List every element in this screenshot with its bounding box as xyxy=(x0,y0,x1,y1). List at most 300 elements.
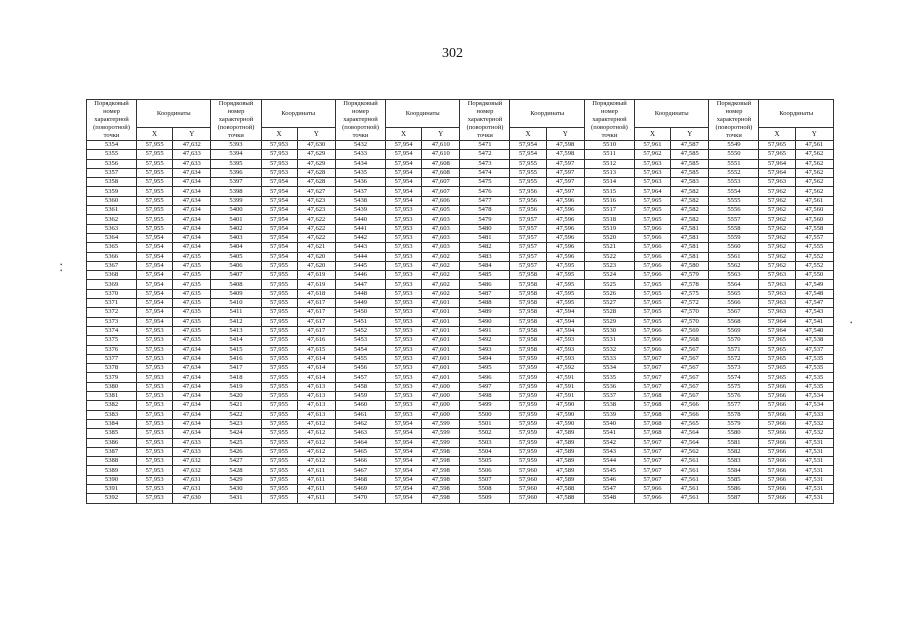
point-number: 5518 xyxy=(584,215,634,224)
x-value: 57,962 xyxy=(759,206,795,215)
y-value: 47,597 xyxy=(546,187,584,196)
point-number: 5516 xyxy=(584,196,634,205)
point-number-header: Порядковый номер характерной (поворотной) точки xyxy=(460,100,510,141)
y-value: 47,634 xyxy=(173,233,211,242)
y-value: 47,631 xyxy=(173,475,211,484)
y-value: 47,552 xyxy=(795,261,833,270)
table-row xyxy=(87,475,834,484)
x-value: 57,953 xyxy=(386,345,422,354)
point-number: 5398 xyxy=(211,187,261,196)
y-value: 47,550 xyxy=(795,271,833,280)
x-value: 57,954 xyxy=(261,252,297,261)
y-value: 47,635 xyxy=(173,280,211,289)
x-value: 57,953 xyxy=(386,299,422,308)
point-number: 5449 xyxy=(335,299,385,308)
x-header: X xyxy=(137,128,173,141)
x-value: 57,962 xyxy=(759,252,795,261)
table-row xyxy=(87,206,834,215)
x-value: 57,954 xyxy=(510,150,546,159)
point-number: 5539 xyxy=(584,410,634,419)
point-number: 5396 xyxy=(211,168,261,177)
x-value: 57,958 xyxy=(510,299,546,308)
point-number: 5409 xyxy=(211,289,261,298)
x-value: 57,954 xyxy=(386,187,422,196)
x-value: 57,965 xyxy=(759,141,795,150)
point-number: 5478 xyxy=(460,206,510,215)
x-value: 57,954 xyxy=(386,429,422,438)
point-number: 5497 xyxy=(460,382,510,391)
x-value: 57,954 xyxy=(386,159,422,168)
y-header: Y xyxy=(422,128,460,141)
x-value: 57,955 xyxy=(510,159,546,168)
y-value: 47,617 xyxy=(297,308,335,317)
y-value: 47,612 xyxy=(297,429,335,438)
x-value: 57,963 xyxy=(759,178,795,187)
x-value: 57,957 xyxy=(510,233,546,242)
y-value: 47,611 xyxy=(297,484,335,493)
table-row xyxy=(87,243,834,252)
x-value: 57,966 xyxy=(634,233,670,242)
x-value: 57,967 xyxy=(634,475,670,484)
x-value: 57,953 xyxy=(137,364,173,373)
point-number: 5481 xyxy=(460,233,510,242)
x-value: 57,968 xyxy=(634,410,670,419)
y-value: 47,591 xyxy=(546,373,584,382)
x-value: 57,959 xyxy=(510,364,546,373)
y-value: 47,602 xyxy=(422,271,460,280)
x-value: 57,966 xyxy=(759,484,795,493)
y-value: 47,610 xyxy=(422,141,460,150)
y-value: 47,600 xyxy=(422,410,460,419)
y-value: 47,575 xyxy=(671,289,709,298)
point-number: 5416 xyxy=(211,354,261,363)
point-number: 5482 xyxy=(460,243,510,252)
point-number: 5383 xyxy=(87,410,137,419)
y-value: 47,619 xyxy=(297,271,335,280)
y-value: 47,562 xyxy=(795,168,833,177)
x-value: 57,953 xyxy=(137,475,173,484)
y-value: 47,593 xyxy=(546,354,584,363)
y-value: 47,620 xyxy=(297,252,335,261)
x-value: 57,953 xyxy=(261,141,297,150)
x-value: 57,955 xyxy=(261,373,297,382)
point-number: 5429 xyxy=(211,475,261,484)
y-value: 47,603 xyxy=(422,233,460,242)
coordinates-header: Координаты xyxy=(634,100,708,128)
x-value: 57,959 xyxy=(510,429,546,438)
x-value: 57,965 xyxy=(759,364,795,373)
point-number: 5503 xyxy=(460,438,510,447)
x-value: 57,967 xyxy=(634,373,670,382)
x-value: 57,953 xyxy=(261,159,297,168)
point-number: 5575 xyxy=(709,382,759,391)
y-value: 47,614 xyxy=(297,354,335,363)
x-value: 57,959 xyxy=(510,392,546,401)
table-row xyxy=(87,252,834,261)
point-number: 5443 xyxy=(335,243,385,252)
x-value: 57,953 xyxy=(137,447,173,456)
y-value: 47,581 xyxy=(671,243,709,252)
y-value: 47,599 xyxy=(422,429,460,438)
y-value: 47,634 xyxy=(173,187,211,196)
x-value: 57,953 xyxy=(386,317,422,326)
table-row xyxy=(87,392,834,401)
point-number: 5512 xyxy=(584,159,634,168)
x-value: 57,959 xyxy=(510,382,546,391)
x-value: 57,954 xyxy=(386,494,422,503)
x-value: 57,958 xyxy=(510,326,546,335)
point-number: 5531 xyxy=(584,336,634,345)
y-value: 47,589 xyxy=(546,429,584,438)
x-value: 57,958 xyxy=(510,308,546,317)
y-value: 47,611 xyxy=(297,494,335,503)
table-row xyxy=(87,168,834,177)
x-value: 57,955 xyxy=(510,168,546,177)
point-number: 5361 xyxy=(87,206,137,215)
point-number: 5355 xyxy=(87,150,137,159)
point-number: 5546 xyxy=(584,475,634,484)
point-number: 5474 xyxy=(460,168,510,177)
table-row xyxy=(87,410,834,419)
y-value: 47,594 xyxy=(546,317,584,326)
y-value: 47,598 xyxy=(422,484,460,493)
x-value: 57,954 xyxy=(386,484,422,493)
point-number: 5565 xyxy=(709,289,759,298)
y-value: 47,538 xyxy=(795,336,833,345)
point-number: 5462 xyxy=(335,419,385,428)
y-value: 47,543 xyxy=(795,308,833,317)
point-number: 5509 xyxy=(460,494,510,503)
y-value: 47,589 xyxy=(546,457,584,466)
x-value: 57,966 xyxy=(759,429,795,438)
point-number: 5385 xyxy=(87,429,137,438)
point-number: 5374 xyxy=(87,326,137,335)
y-value: 47,608 xyxy=(422,159,460,168)
x-value: 57,955 xyxy=(261,392,297,401)
x-value: 57,958 xyxy=(510,345,546,354)
point-number: 5375 xyxy=(87,336,137,345)
y-value: 47,562 xyxy=(795,159,833,168)
point-number: 5384 xyxy=(87,419,137,428)
point-number: 5369 xyxy=(87,280,137,289)
point-number: 5545 xyxy=(584,466,634,475)
y-value: 47,590 xyxy=(546,410,584,419)
x-value: 57,955 xyxy=(261,438,297,447)
y-value: 47,579 xyxy=(671,271,709,280)
y-value: 47,593 xyxy=(546,345,584,354)
point-number: 5530 xyxy=(584,326,634,335)
y-value: 47,623 xyxy=(297,206,335,215)
x-value: 57,959 xyxy=(510,410,546,419)
point-number: 5360 xyxy=(87,196,137,205)
x-header: X xyxy=(759,128,795,141)
point-number: 5397 xyxy=(211,178,261,187)
x-value: 57,953 xyxy=(137,326,173,335)
point-number: 5354 xyxy=(87,141,137,150)
y-value: 47,591 xyxy=(546,382,584,391)
x-value: 57,953 xyxy=(386,224,422,233)
x-value: 57,962 xyxy=(759,261,795,270)
y-value: 47,597 xyxy=(546,178,584,187)
x-value: 57,957 xyxy=(510,215,546,224)
y-value: 47,603 xyxy=(422,215,460,224)
point-number: 5488 xyxy=(460,299,510,308)
x-value: 57,955 xyxy=(137,196,173,205)
point-number: 5529 xyxy=(584,317,634,326)
x-value: 57,954 xyxy=(137,289,173,298)
coordinates-header: Координаты xyxy=(510,100,584,128)
x-value: 57,967 xyxy=(634,382,670,391)
table-row xyxy=(87,187,834,196)
x-header: X xyxy=(386,128,422,141)
y-value: 47,634 xyxy=(173,243,211,252)
x-value: 57,965 xyxy=(634,280,670,289)
point-number: 5559 xyxy=(709,233,759,242)
y-value: 47,557 xyxy=(795,233,833,242)
point-number: 5422 xyxy=(211,410,261,419)
point-number: 5541 xyxy=(584,429,634,438)
x-value: 57,963 xyxy=(634,178,670,187)
point-number: 5382 xyxy=(87,401,137,410)
y-value: 47,580 xyxy=(671,261,709,270)
y-value: 47,533 xyxy=(795,410,833,419)
x-value: 57,966 xyxy=(634,345,670,354)
point-number: 5414 xyxy=(211,336,261,345)
point-number: 5523 xyxy=(584,261,634,270)
point-number: 5427 xyxy=(211,457,261,466)
x-value: 57,964 xyxy=(759,326,795,335)
point-number: 5505 xyxy=(460,457,510,466)
y-value: 47,583 xyxy=(671,178,709,187)
table-row xyxy=(87,178,834,187)
x-value: 57,955 xyxy=(137,168,173,177)
x-value: 57,955 xyxy=(261,317,297,326)
y-value: 47,531 xyxy=(795,438,833,447)
point-number: 5356 xyxy=(87,159,137,168)
y-value: 47,635 xyxy=(173,308,211,317)
x-value: 57,965 xyxy=(634,289,670,298)
x-value: 57,966 xyxy=(759,392,795,401)
y-value: 47,585 xyxy=(671,150,709,159)
y-value: 47,531 xyxy=(795,447,833,456)
point-number: 5368 xyxy=(87,271,137,280)
x-value: 57,953 xyxy=(137,410,173,419)
point-number: 5584 xyxy=(709,466,759,475)
y-header: Y xyxy=(546,128,584,141)
y-value: 47,628 xyxy=(297,168,335,177)
y-value: 47,614 xyxy=(297,364,335,373)
point-number: 5363 xyxy=(87,224,137,233)
x-value: 57,953 xyxy=(137,484,173,493)
y-value: 47,565 xyxy=(671,419,709,428)
point-number: 5426 xyxy=(211,447,261,456)
x-value: 57,954 xyxy=(261,196,297,205)
point-number: 5528 xyxy=(584,308,634,317)
point-number: 5453 xyxy=(335,336,385,345)
point-number: 5451 xyxy=(335,317,385,326)
point-number-header: Порядковый номер характерной (поворотной) точки xyxy=(709,100,759,141)
table-row xyxy=(87,419,834,428)
table-row xyxy=(87,484,834,493)
y-value: 47,634 xyxy=(173,410,211,419)
x-value: 57,959 xyxy=(510,354,546,363)
x-value: 57,967 xyxy=(634,438,670,447)
x-value: 57,966 xyxy=(759,475,795,484)
y-value: 47,567 xyxy=(671,392,709,401)
x-value: 57,954 xyxy=(261,224,297,233)
y-value: 47,622 xyxy=(297,215,335,224)
table-row xyxy=(87,215,834,224)
point-number-header: Порядковый номер характерной (поворотной) точки xyxy=(584,100,634,141)
x-value: 57,965 xyxy=(759,373,795,382)
x-value: 57,955 xyxy=(261,308,297,317)
point-number: 5506 xyxy=(460,466,510,475)
point-number: 5535 xyxy=(584,373,634,382)
point-number: 5485 xyxy=(460,271,510,280)
point-number: 5465 xyxy=(335,447,385,456)
x-value: 57,954 xyxy=(386,150,422,159)
x-value: 57,953 xyxy=(261,150,297,159)
y-value: 47,595 xyxy=(546,261,584,270)
y-value: 47,561 xyxy=(795,196,833,205)
point-number: 5560 xyxy=(709,243,759,252)
y-value: 47,634 xyxy=(173,364,211,373)
x-value: 57,966 xyxy=(634,252,670,261)
point-number: 5373 xyxy=(87,317,137,326)
x-value: 57,966 xyxy=(759,382,795,391)
point-number: 5582 xyxy=(709,447,759,456)
point-number: 5578 xyxy=(709,410,759,419)
table-row xyxy=(87,457,834,466)
point-number-header: Порядковый номер характерной (поворотной) точки xyxy=(211,100,261,141)
y-value: 47,549 xyxy=(795,280,833,289)
point-number: 5572 xyxy=(709,354,759,363)
x-value: 57,961 xyxy=(634,141,670,150)
point-number: 5394 xyxy=(211,150,261,159)
x-value: 57,956 xyxy=(510,196,546,205)
point-number: 5406 xyxy=(211,261,261,270)
x-value: 57,964 xyxy=(759,159,795,168)
x-value: 57,954 xyxy=(386,457,422,466)
y-value: 47,601 xyxy=(422,336,460,345)
y-value: 47,634 xyxy=(173,196,211,205)
x-value: 57,953 xyxy=(386,271,422,280)
y-value: 47,612 xyxy=(297,438,335,447)
y-value: 47,631 xyxy=(173,484,211,493)
x-value: 57,955 xyxy=(261,261,297,270)
point-number: 5484 xyxy=(460,261,510,270)
coordinates-header: Координаты xyxy=(386,100,460,128)
x-value: 57,954 xyxy=(261,187,297,196)
y-value: 47,581 xyxy=(671,252,709,261)
point-number: 5556 xyxy=(709,206,759,215)
x-value: 57,955 xyxy=(261,401,297,410)
x-value: 57,955 xyxy=(261,457,297,466)
x-value: 57,966 xyxy=(759,494,795,503)
y-value: 47,534 xyxy=(795,392,833,401)
x-value: 57,963 xyxy=(634,168,670,177)
y-value: 47,601 xyxy=(422,308,460,317)
y-value: 47,605 xyxy=(422,206,460,215)
point-number: 5498 xyxy=(460,392,510,401)
y-value: 47,594 xyxy=(546,326,584,335)
point-number: 5566 xyxy=(709,299,759,308)
point-number: 5378 xyxy=(87,364,137,373)
point-number: 5471 xyxy=(460,141,510,150)
page-number: 302 xyxy=(442,46,463,61)
x-value: 57,954 xyxy=(261,178,297,187)
y-value: 47,585 xyxy=(671,159,709,168)
point-number: 5550 xyxy=(709,150,759,159)
point-number: 5388 xyxy=(87,457,137,466)
point-number: 5447 xyxy=(335,280,385,289)
x-value: 57,953 xyxy=(386,252,422,261)
point-number: 5475 xyxy=(460,178,510,187)
x-value: 57,953 xyxy=(386,382,422,391)
y-value: 47,582 xyxy=(671,196,709,205)
table-row xyxy=(87,447,834,456)
point-number: 5540 xyxy=(584,419,634,428)
point-number: 5463 xyxy=(335,429,385,438)
x-value: 57,954 xyxy=(261,215,297,224)
y-value: 47,598 xyxy=(546,141,584,150)
x-value: 57,954 xyxy=(137,233,173,242)
x-value: 57,959 xyxy=(510,457,546,466)
table-row xyxy=(87,354,834,363)
y-value: 47,602 xyxy=(422,252,460,261)
y-value: 47,590 xyxy=(546,401,584,410)
x-value: 57,955 xyxy=(261,345,297,354)
y-value: 47,606 xyxy=(422,196,460,205)
x-value: 57,963 xyxy=(759,280,795,289)
x-value: 57,960 xyxy=(510,494,546,503)
point-number: 5480 xyxy=(460,224,510,233)
table-row xyxy=(87,196,834,205)
point-number: 5377 xyxy=(87,354,137,363)
x-value: 57,955 xyxy=(261,326,297,335)
x-value: 57,955 xyxy=(261,271,297,280)
point-number: 5494 xyxy=(460,354,510,363)
point-number: 5376 xyxy=(87,345,137,354)
point-number: 5511 xyxy=(584,150,634,159)
point-number: 5399 xyxy=(211,196,261,205)
point-number: 5434 xyxy=(335,159,385,168)
x-value: 57,960 xyxy=(510,466,546,475)
point-number: 5548 xyxy=(584,494,634,503)
y-value: 47,581 xyxy=(671,224,709,233)
x-value: 57,953 xyxy=(386,410,422,419)
y-value: 47,582 xyxy=(671,187,709,196)
x-value: 57,955 xyxy=(261,429,297,438)
y-value: 47,555 xyxy=(795,243,833,252)
y-value: 47,634 xyxy=(173,178,211,187)
point-number: 5554 xyxy=(709,187,759,196)
point-number: 5408 xyxy=(211,280,261,289)
point-number: 5486 xyxy=(460,280,510,289)
point-number: 5366 xyxy=(87,252,137,261)
point-number: 5496 xyxy=(460,373,510,382)
point-number: 5365 xyxy=(87,243,137,252)
x-value: 57,953 xyxy=(386,280,422,289)
y-value: 47,630 xyxy=(173,494,211,503)
y-header: Y xyxy=(795,128,833,141)
y-value: 47,540 xyxy=(795,326,833,335)
point-number: 5454 xyxy=(335,345,385,354)
point-number: 5367 xyxy=(87,261,137,270)
point-number: 5499 xyxy=(460,401,510,410)
x-value: 57,966 xyxy=(759,419,795,428)
table-row xyxy=(87,326,834,335)
